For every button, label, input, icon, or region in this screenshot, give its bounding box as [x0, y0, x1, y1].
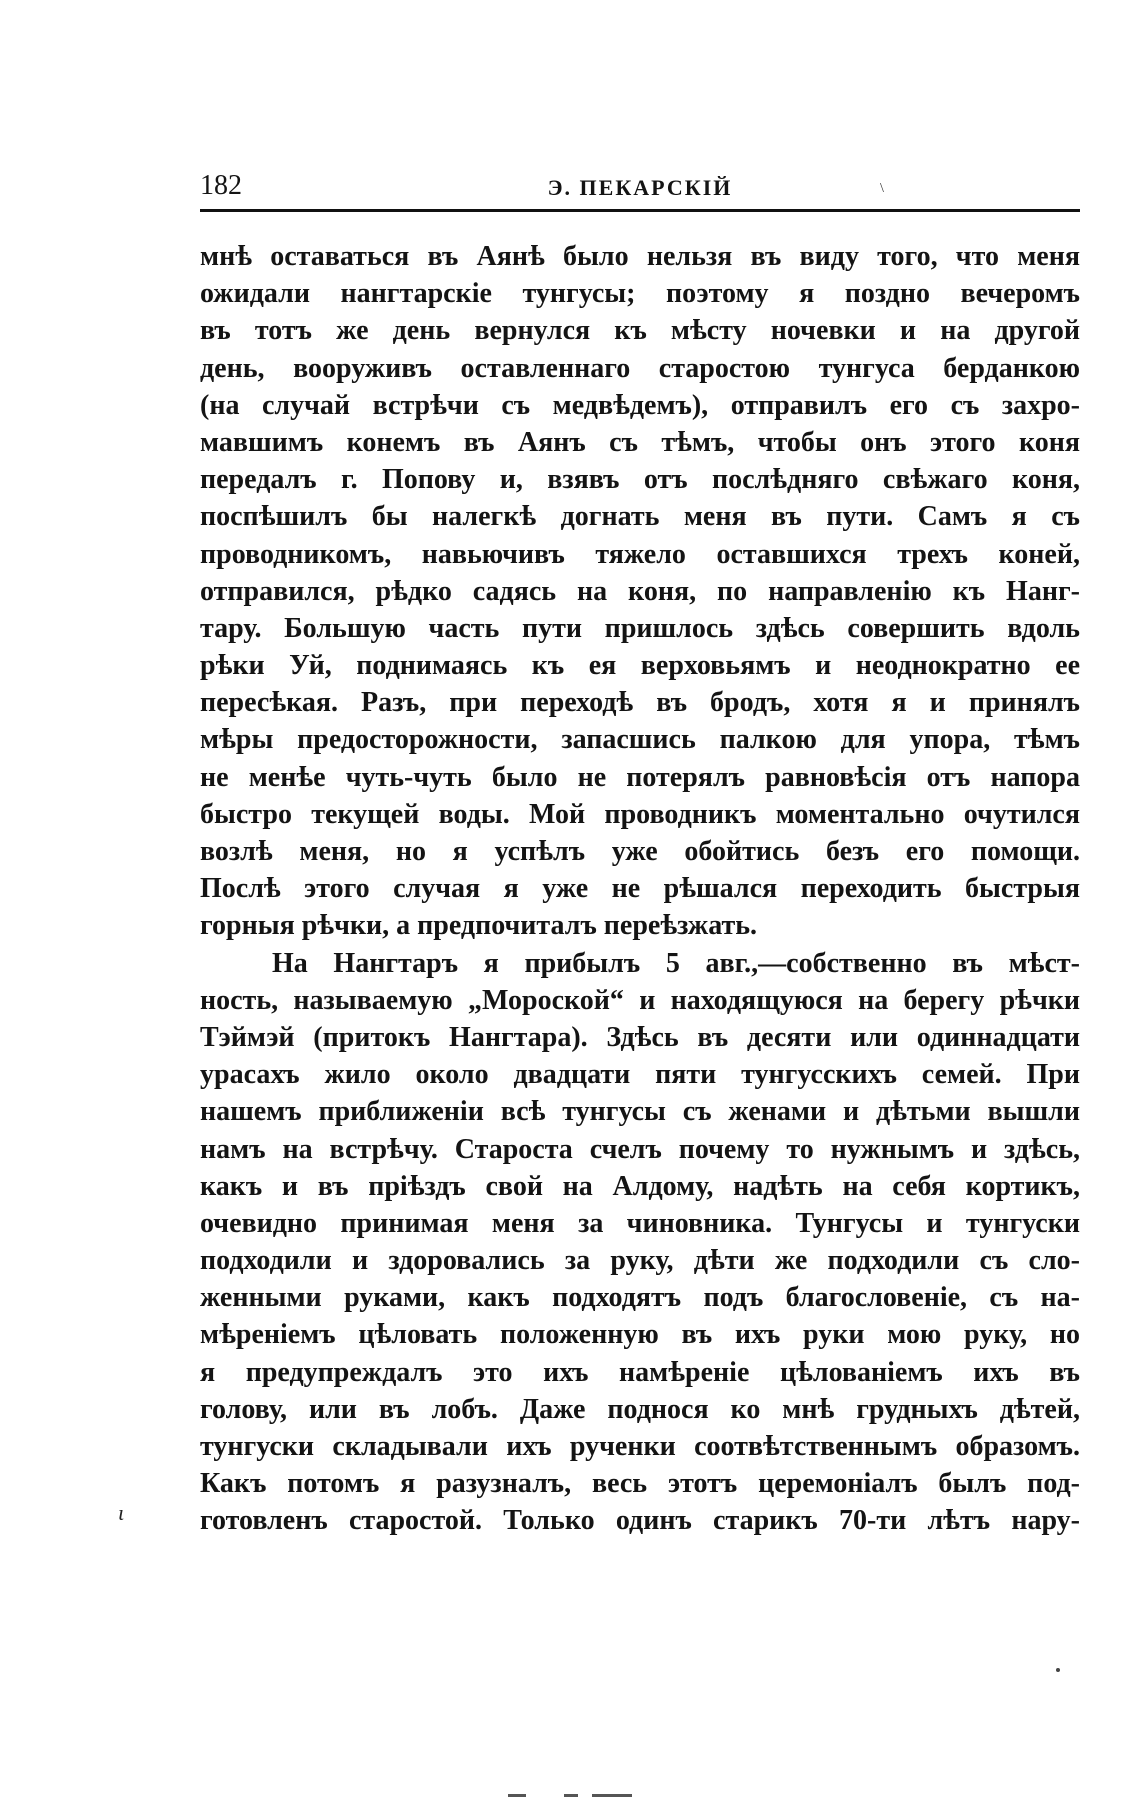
text-line: очевидно принимая меня за чиновника. Тунгусы и тунгуски [200, 1207, 1080, 1239]
ornament-dash [508, 1794, 526, 1797]
text-line: ность, называемую „Мороской“ и находящуюся на берегу рѣчки [200, 984, 1080, 1016]
ink-speck [1056, 1668, 1060, 1672]
text-line: Тэймэй (притокъ Нангтара). Здѣсь въ десяти или одиннадцати [200, 1021, 1080, 1053]
text-line: я предупреждалъ это ихъ намѣреніе цѣлованіемъ ихъ въ [200, 1356, 1080, 1388]
text-line: мѣреніемъ цѣловать положенную въ ихъ руки мою руку, но [200, 1319, 1080, 1351]
ornament-dash [564, 1794, 578, 1797]
text-line: готовленъ старостой. Только одинъ старикъ 70-ти лѣтъ нару- [200, 1505, 1080, 1537]
text-line: горныя рѣчки, а предпочиталъ переѣзжать. [200, 910, 758, 942]
text-line: мѣры предосторожности, запасшись палкою для упора, тѣмъ [200, 724, 1080, 756]
body-text [200, 238, 1080, 1540]
text-line: (на случай встрѣчи съ медвѣдемъ), отправилъ его съ захро- [200, 389, 1080, 421]
page-number: 182 [200, 170, 242, 201]
text-line: мнѣ оставаться въ Аянѣ было нельзя въ виду того, что меня [200, 241, 1080, 272]
text-line: поспѣшилъ бы налегкѣ догнать меня въ пути. Самъ я съ [200, 501, 1080, 533]
text-line: На Нангтаръ я прибылъ 5 авг.,—собственно въ мѣст- [272, 947, 1080, 979]
text-line: нашемъ приближеніи всѣ тунгусы съ женами и дѣтьми вышли [200, 1096, 1080, 1128]
paragraph-2 [200, 945, 1080, 1540]
text-line: женными руками, какъ подходятъ подъ благословеніе, съ на- [200, 1282, 1080, 1314]
ornament-dash [592, 1794, 632, 1797]
paragraph-1 [200, 238, 1080, 945]
text-line: урасахъ жило около двадцати пяти тунгусскихъ семей. При [200, 1059, 1080, 1091]
text-line: Какъ потомъ я разузналъ, весь этотъ церемоніалъ былъ под- [200, 1468, 1080, 1500]
margin-mark: ɩ [118, 1500, 125, 1525]
text-line: Послѣ этого случая я уже не рѣшался переходить быстрыя [200, 873, 1080, 905]
text-line: не менѣе чуть-чуть было не потерялъ равновѣсія отъ напора [200, 761, 1080, 793]
text-line: ожидали нангтарскіе тунгусы; поэтому я поздно вечеромъ [200, 278, 1080, 310]
text-line: рѣки Уй, поднимаясь къ ея верховьямъ и неоднократно ее [200, 650, 1080, 682]
running-head: Э. ПЕКАРСКІЙ [547, 175, 733, 200]
text-line: пересѣкая. Разъ, при переходѣ въ бродъ, хотя я и принялъ [200, 687, 1080, 719]
text-line: мавшимъ конемъ въ Аянъ съ тѣмъ, чтобы онъ этого коня [200, 426, 1080, 458]
page-header [200, 168, 1080, 208]
text-line: голову, или въ лобъ. Даже поднося ко мнѣ грудныхъ дѣтей, [200, 1393, 1080, 1425]
bottom-ornament [500, 1794, 640, 1800]
text-line: намъ на встрѣчу. Староста счелъ почему то нужнымъ и здѣсь, [200, 1133, 1080, 1165]
text-line: отправился, рѣдко садясь на коня, по направленію къ Нанг- [200, 575, 1080, 607]
text-line: какъ и въ пріѣздъ свой на Алдому, надѣть на себя кортикъ, [200, 1170, 1080, 1202]
text-line: тару. Большую часть пути пришлось здѣсь совершить вдоль [200, 612, 1080, 644]
text-line: проводникомъ, навьючивъ тяжело оставшихся трехъ коней, [200, 538, 1080, 570]
text-line: тунгуски складывали ихъ рученки соотвѣтственнымъ образомъ. [200, 1431, 1080, 1462]
text-line: быстро текущей воды. Мой проводникъ моментально очутился [200, 798, 1080, 830]
text-line: возлѣ меня, но я успѣлъ уже обойтись безъ его помощи. [200, 836, 1080, 867]
text-line: въ тотъ же день вернулся къ мѣсту ночевки и на другой [200, 315, 1080, 347]
text-line: подходили и здоровались за руку, дѣти же подходили съ сло- [200, 1245, 1080, 1277]
text-line: день, вооруживъ оставленнаго старостою тунгуса берданкою [200, 352, 1080, 384]
text-line: передалъ г. Попову и, взявъ отъ послѣдняго свѣжаго коня, [200, 464, 1080, 496]
header-rule [200, 209, 1080, 212]
stray-mark: \ [880, 181, 884, 196]
